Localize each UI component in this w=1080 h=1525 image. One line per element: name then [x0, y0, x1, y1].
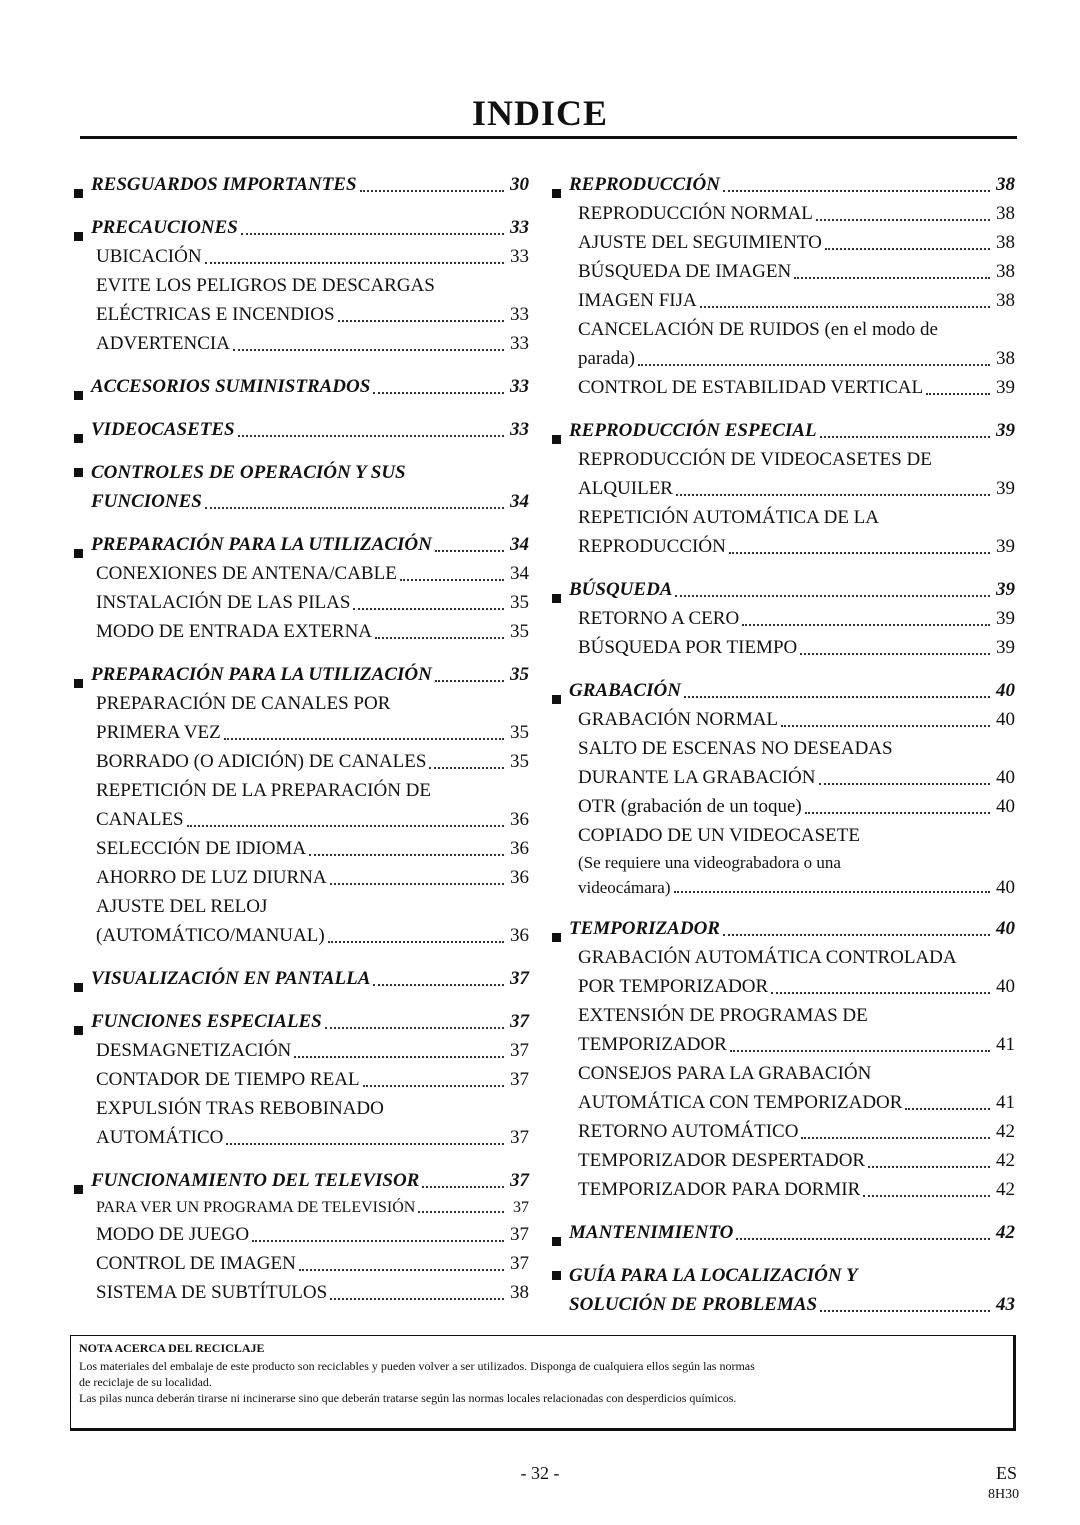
toc-entry-line: COPIADO DE UN VIDEOCASETE	[578, 825, 861, 846]
toc-entry	[552, 344, 1015, 373]
toc-entry-label: AJUSTE DEL SEGUIMIENTO	[578, 232, 822, 253]
toc-section	[74, 458, 529, 516]
toc-page-number: 36	[510, 925, 529, 946]
toc-entry-label: AHORRO DE LUZ DIURNA	[96, 867, 327, 888]
toc-right-column	[552, 170, 1015, 1333]
toc-entry-line: GRABACIÓN AUTOMÁTICA CONTROLADA	[578, 947, 957, 968]
dot-leader	[299, 1268, 504, 1271]
dot-leader	[771, 991, 990, 994]
dot-leader	[422, 1185, 504, 1188]
toc-entry-label: REPRODUCCIÓN	[578, 536, 726, 557]
toc-entry-label: ALQUILER	[578, 478, 673, 499]
toc-section	[74, 213, 529, 358]
toc-entry	[74, 805, 529, 834]
toc-page-number: 33	[510, 419, 529, 440]
dot-leader	[819, 782, 991, 785]
toc-heading	[74, 372, 529, 401]
toc-page-number: 38	[996, 203, 1015, 224]
toc-heading-label: CONTROLES DE OPERACIÓN Y SUS	[91, 462, 406, 483]
toc-page-number: 34	[510, 563, 529, 584]
toc-page-number: 36	[510, 867, 529, 888]
dot-leader	[825, 247, 990, 250]
toc-page-number: 41	[996, 1034, 1015, 1055]
toc-page-number: 37	[510, 1224, 529, 1245]
dot-leader	[224, 737, 504, 740]
dot-leader	[723, 933, 990, 936]
dot-leader	[418, 1210, 504, 1213]
toc-entry-label: IMAGEN FIJA	[578, 290, 697, 311]
toc-entry	[74, 747, 529, 776]
dot-leader	[781, 724, 990, 727]
toc-page-number: 36	[510, 838, 529, 859]
toc-entry-label: ADVERTENCIA	[96, 333, 230, 354]
dot-leader	[226, 1142, 504, 1145]
toc-entry	[74, 1220, 529, 1249]
toc-page-number: 38	[996, 174, 1015, 195]
toc-entry-label: PRIMERA VEZ	[96, 722, 221, 743]
toc-section	[74, 660, 529, 950]
toc-entry-label: CONTROL DE ESTABILIDAD VERTICAL	[578, 377, 924, 398]
toc-heading-label: FUNCIONES	[91, 491, 202, 512]
toc-page-number: 39	[996, 478, 1015, 499]
toc-entry	[552, 633, 1015, 662]
dot-leader	[294, 1055, 504, 1058]
dot-leader	[363, 1084, 504, 1087]
toc-page-number: 33	[510, 333, 529, 354]
dot-leader	[926, 392, 990, 395]
recycling-note-box	[70, 1335, 1016, 1431]
toc-section	[74, 415, 529, 444]
page-title: INDICE	[471, 93, 609, 133]
toc-entry-label: CANALES	[96, 809, 184, 830]
toc-entry-line: EXPULSIÓN TRAS REBOBINADO	[96, 1098, 384, 1119]
toc-page-number: 35	[510, 621, 529, 642]
toc-entry	[552, 474, 1015, 503]
toc-entry	[552, 1146, 1015, 1175]
toc-section	[74, 964, 529, 993]
toc-page-number: 39	[996, 420, 1015, 441]
toc-heading-label: MANTENIMIENTO	[569, 1222, 734, 1243]
bullet-icon	[74, 549, 83, 558]
dot-leader	[638, 363, 990, 366]
dot-leader	[723, 189, 990, 192]
dot-leader	[820, 435, 990, 438]
dot-leader	[801, 1136, 990, 1139]
bullet-icon	[74, 468, 83, 477]
toc-entry-line: REPETICIÓN DE LA PREPARACIÓN DE	[96, 780, 431, 801]
toc-heading	[552, 1218, 1015, 1247]
bullet-icon	[74, 434, 83, 443]
toc-section	[552, 914, 1015, 1204]
bullet-icon	[552, 594, 561, 603]
toc-page-number: 37	[513, 1199, 529, 1216]
bullet-icon	[74, 391, 83, 400]
bullet-icon	[74, 983, 83, 992]
toc-entry	[552, 705, 1015, 734]
toc-entry-label: INSTALACIÓN DE LAS PILAS	[96, 592, 351, 613]
toc-page-number: 38	[996, 290, 1015, 311]
toc-entry	[74, 1249, 529, 1278]
dot-leader	[805, 811, 990, 814]
toc-entry	[552, 257, 1015, 286]
toc-entry	[74, 1278, 529, 1307]
toc-page-number: 33	[510, 376, 529, 397]
toc-page-number: 37	[510, 1011, 529, 1032]
dot-leader	[800, 652, 990, 655]
toc-page-number: 37	[510, 1040, 529, 1061]
toc-entry-label: AUTOMÁTICO	[96, 1127, 224, 1148]
toc-entry-line: (Se requiere una videograbadora o una	[578, 853, 841, 872]
toc-page-number: 42	[996, 1179, 1015, 1200]
toc-heading	[552, 416, 1015, 445]
bullet-icon	[552, 435, 561, 444]
note-text-line: Las pilas nunca deberán tirarse ni incinerarse sino que deberán tratarse según las normas locales relacionadas con desperdicios químicos.	[79, 1391, 737, 1405]
note-title: NOTA ACERCA DEL RECICLAJE	[79, 1341, 265, 1355]
toc-page-number: 37	[510, 1069, 529, 1090]
toc-entry-label: TEMPORIZADOR PARA DORMIR	[578, 1179, 861, 1200]
toc-heading-label: PREPARACIÓN PARA LA UTILIZACIÓN	[91, 534, 432, 555]
toc-entry-label: SELECCIÓN DE IDIOMA	[96, 838, 307, 859]
dot-leader	[330, 1297, 504, 1300]
dot-leader	[325, 1026, 504, 1029]
toc-entry	[74, 1036, 529, 1065]
toc-entry	[74, 588, 529, 617]
toc-heading	[74, 487, 529, 516]
toc-entry	[74, 1123, 529, 1152]
toc-page-number: 36	[510, 809, 529, 830]
toc-entry-label: BÚSQUEDA DE IMAGEN	[578, 261, 792, 282]
toc-heading-label: PREPARACIÓN PARA LA UTILIZACIÓN	[91, 664, 432, 685]
toc-page-number: 30	[510, 174, 529, 195]
dot-leader	[429, 766, 504, 769]
toc-entry-label: BORRADO (O ADICIÓN) DE CANALES	[96, 751, 427, 772]
toc-entry-label: POR TEMPORIZADOR	[578, 976, 769, 997]
toc-section	[552, 1261, 1015, 1319]
toc-page-number: 33	[510, 217, 529, 238]
toc-section	[74, 1166, 529, 1307]
toc-page-number: 34	[510, 534, 529, 555]
dot-leader	[816, 218, 990, 221]
toc-entry	[552, 875, 1015, 900]
toc-entry-line: EVITE LOS PELIGROS DE DESCARGAS	[96, 275, 435, 296]
toc-heading-line	[552, 1261, 1015, 1290]
toc-entry	[552, 792, 1015, 821]
toc-entry	[74, 718, 529, 747]
toc-entry-label: REPRODUCCIÓN NORMAL	[578, 203, 813, 224]
toc-page-number: 43	[996, 1294, 1015, 1315]
toc-page-number: 40	[996, 680, 1015, 701]
toc-heading	[74, 170, 529, 199]
toc-section	[74, 530, 529, 646]
bullet-icon	[552, 695, 561, 704]
dot-leader	[252, 1239, 504, 1242]
toc-page-number: 37	[510, 1127, 529, 1148]
toc-heading-label: REPRODUCCIÓN ESPECIAL	[569, 420, 817, 441]
dot-leader	[729, 551, 990, 554]
toc-entry	[74, 1065, 529, 1094]
toc-page-number: 39	[996, 579, 1015, 600]
dot-leader	[400, 578, 504, 581]
toc-section	[552, 676, 1015, 900]
toc-entry	[552, 373, 1015, 402]
toc-page-number: 33	[510, 304, 529, 325]
dot-leader	[330, 882, 504, 885]
toc-entry-label: RETORNO A CERO	[578, 608, 740, 629]
toc-page-number: 35	[510, 664, 529, 685]
toc-entry-label: (AUTOMÁTICO/MANUAL)	[96, 925, 325, 946]
toc-page-number: 40	[996, 918, 1015, 939]
toc-heading	[552, 676, 1015, 705]
bullet-icon	[74, 1185, 83, 1194]
toc-section	[74, 170, 529, 199]
toc-section	[552, 170, 1015, 402]
toc-heading-label: BÚSQUEDA	[569, 579, 673, 600]
toc-entry	[552, 972, 1015, 1001]
toc-heading-label: RESGUARDOS IMPORTANTES	[91, 174, 357, 195]
toc-heading	[552, 1290, 1015, 1319]
toc-entry-label: DESMAGNETIZACIÓN	[96, 1040, 292, 1061]
toc-entry-label: CONTROL DE IMAGEN	[96, 1253, 296, 1274]
toc-entry-line: AJUSTE DEL RELOJ	[96, 896, 268, 917]
toc-heading	[74, 1007, 529, 1036]
bullet-icon	[552, 933, 561, 942]
bullet-icon	[552, 189, 561, 198]
dot-leader	[700, 305, 990, 308]
dot-leader	[375, 636, 504, 639]
toc-entry-line: REPRODUCCIÓN DE VIDEOCASETES DE	[578, 449, 932, 470]
dot-leader	[730, 1049, 990, 1052]
bullet-icon	[552, 1237, 561, 1246]
toc-page-number: 40	[996, 877, 1015, 898]
toc-entry-line: CANCELACIÓN DE RUIDOS (en el modo de	[578, 319, 938, 340]
toc-page-number: 34	[510, 491, 529, 512]
toc-entry-label: parada)	[578, 348, 635, 369]
dot-leader	[435, 549, 504, 552]
toc-heading	[552, 170, 1015, 199]
toc-entry	[74, 329, 529, 358]
toc-entry-line: REPETICIÓN AUTOMÁTICA DE LA	[578, 507, 880, 528]
toc-entry-label: CONEXIONES DE ANTENA/CABLE	[96, 563, 397, 584]
dot-leader	[187, 824, 504, 827]
bullet-icon	[552, 1271, 561, 1280]
toc-entry-line: PREPARACIÓN DE CANALES POR	[96, 693, 391, 714]
toc-section	[74, 1007, 529, 1152]
toc-entry-label: GRABACIÓN NORMAL	[578, 709, 779, 730]
bullet-icon	[74, 1026, 83, 1035]
toc-page-number: 37	[510, 1253, 529, 1274]
toc-page-number: 42	[996, 1222, 1015, 1243]
toc-page-number: 38	[996, 348, 1015, 369]
toc-entry-label: PARA VER UN PROGRAMA DE TELEVISIÓN	[96, 1199, 416, 1216]
toc-page-number: 39	[996, 608, 1015, 629]
toc-entry-label: BÚSQUEDA POR TIEMPO	[578, 637, 798, 658]
toc-heading-label: ACCESORIOS SUMINISTRADOS	[91, 376, 371, 397]
page-number: - 32 -	[520, 1463, 560, 1483]
dot-leader	[241, 232, 504, 235]
toc-heading-label: PRECAUCIONES	[91, 217, 238, 238]
toc-section	[552, 1218, 1015, 1247]
dot-leader	[373, 983, 504, 986]
dot-leader	[353, 607, 504, 610]
toc-heading-label: VIDEOCASETES	[91, 419, 235, 440]
toc-page-number: 40	[996, 709, 1015, 730]
toc-heading	[74, 530, 529, 559]
toc-section	[552, 575, 1015, 662]
toc-heading-line	[74, 458, 529, 487]
toc-page-number: 37	[510, 1170, 529, 1191]
dot-leader	[205, 506, 504, 509]
dot-leader	[238, 434, 504, 437]
toc-entry-line: CONSEJOS PARA LA GRABACIÓN	[578, 1063, 872, 1084]
dot-leader	[360, 189, 504, 192]
dot-leader	[742, 623, 990, 626]
toc-entry	[552, 199, 1015, 228]
note-text-line: de reciclaje de su localidad.	[79, 1375, 212, 1389]
toc-entry	[74, 1195, 529, 1220]
toc-entry	[74, 300, 529, 329]
toc-entry-label: OTR (grabación de un toque)	[578, 796, 802, 817]
dot-leader	[820, 1309, 990, 1312]
dot-leader	[233, 348, 504, 351]
dot-leader	[309, 853, 504, 856]
toc-section	[74, 372, 529, 401]
toc-entry	[552, 1088, 1015, 1117]
toc-page-number: 35	[510, 592, 529, 613]
toc-page-number: 40	[996, 767, 1015, 788]
toc-entry	[552, 763, 1015, 792]
toc-heading	[552, 575, 1015, 604]
toc-page-number: 39	[996, 377, 1015, 398]
toc-entry	[552, 1117, 1015, 1146]
dot-leader	[684, 695, 990, 698]
toc-entry-label: MODO DE ENTRADA EXTERNA	[96, 621, 373, 642]
dot-leader	[205, 261, 504, 264]
toc-entry	[74, 559, 529, 588]
dot-leader	[794, 276, 990, 279]
toc-page-number: 39	[996, 536, 1015, 557]
toc-entry-line: EXTENSIÓN DE PROGRAMAS DE	[578, 1005, 868, 1026]
toc-page-number: 35	[510, 751, 529, 772]
toc-entry-label: MODO DE JUEGO	[96, 1224, 250, 1245]
dot-leader	[338, 319, 504, 322]
toc-page-number: 38	[996, 261, 1015, 282]
toc-heading-label: TEMPORIZADOR	[569, 918, 720, 939]
toc-entry	[74, 863, 529, 892]
toc-entry	[552, 1030, 1015, 1059]
dot-leader	[905, 1107, 990, 1110]
toc-entry-label: ELÉCTRICAS E INCENDIOS	[96, 304, 335, 325]
toc-page-number: 40	[996, 796, 1015, 817]
toc-entry	[74, 921, 529, 950]
bullet-icon	[74, 679, 83, 688]
toc-page-number: 38	[996, 232, 1015, 253]
toc-heading-label: REPRODUCCIÓN	[569, 174, 720, 195]
toc-heading-label: FUNCIONAMIENTO DEL TELEVISOR	[91, 1170, 420, 1191]
toc-page-number: 38	[510, 1282, 529, 1303]
toc-heading	[74, 1166, 529, 1195]
toc-page-number: 41	[996, 1092, 1015, 1113]
toc-entry-label: RETORNO AUTOMÁTICO	[578, 1121, 799, 1142]
toc-heading	[74, 415, 529, 444]
toc-page-number: 37	[510, 968, 529, 989]
note-text-line: Los materiales del embalaje de este producto son reciclables y pueden volver a ser utilizados. Disponga de cualquiera ellos según las normas	[79, 1359, 755, 1373]
toc-heading-label: GUÍA PARA LA LOCALIZACIÓN Y	[569, 1265, 858, 1286]
toc-page-number: 40	[996, 976, 1015, 997]
dot-leader	[868, 1165, 990, 1168]
toc-entry-label: AUTOMÁTICA CON TEMPORIZADOR	[578, 1092, 903, 1113]
toc-page-number: 33	[510, 246, 529, 267]
toc-entry-label: TEMPORIZADOR	[578, 1034, 727, 1055]
toc-entry	[74, 242, 529, 271]
toc-heading	[552, 914, 1015, 943]
dot-leader	[373, 391, 504, 394]
dot-leader	[435, 679, 504, 682]
toc-entry	[552, 228, 1015, 257]
toc-left-column	[74, 170, 529, 1321]
toc-entry-label: UBICACIÓN	[96, 246, 202, 267]
toc-entry	[74, 834, 529, 863]
toc-heading	[74, 213, 529, 242]
title-rule	[80, 136, 1017, 139]
toc-heading-label: SOLUCIÓN DE PROBLEMAS	[569, 1294, 818, 1315]
toc-heading-label: VISUALIZACIÓN EN PANTALLA	[91, 968, 371, 989]
toc-entry-label: DURANTE LA GRABACIÓN	[578, 767, 816, 788]
toc-page-number: 35	[510, 722, 529, 743]
toc-entry	[552, 1175, 1015, 1204]
toc-section	[552, 416, 1015, 561]
dot-leader	[675, 594, 990, 597]
dot-leader	[328, 940, 504, 943]
toc-entry-label: SISTEMA DE SUBTÍTULOS	[96, 1282, 328, 1303]
toc-page-number: 39	[996, 637, 1015, 658]
bullet-icon	[74, 189, 83, 198]
bullet-icon	[74, 232, 83, 241]
toc-heading	[74, 660, 529, 689]
toc-entry	[74, 617, 529, 646]
toc-entry	[552, 286, 1015, 315]
toc-entry-line: SALTO DE ESCENAS NO DESEADAS	[578, 738, 893, 759]
toc-page-number: 42	[996, 1121, 1015, 1142]
language-code: ES	[996, 1463, 1018, 1483]
toc-entry-label: TEMPORIZADOR DESPERTADOR	[578, 1150, 866, 1171]
dot-leader	[676, 493, 990, 496]
dot-leader	[863, 1194, 990, 1197]
toc-entry	[552, 532, 1015, 561]
toc-entry-label: CONTADOR DE TIEMPO REAL	[96, 1069, 360, 1090]
toc-heading-label: GRABACIÓN	[569, 680, 681, 701]
toc-page-number: 42	[996, 1150, 1015, 1171]
toc-heading	[74, 964, 529, 993]
toc-entry	[552, 604, 1015, 633]
dot-leader	[736, 1237, 990, 1240]
model-code: 8H30	[988, 1487, 1020, 1502]
dot-leader	[674, 890, 991, 893]
toc-entry-label: videocámara)	[578, 878, 671, 897]
toc-heading-label: FUNCIONES ESPECIALES	[91, 1011, 322, 1032]
